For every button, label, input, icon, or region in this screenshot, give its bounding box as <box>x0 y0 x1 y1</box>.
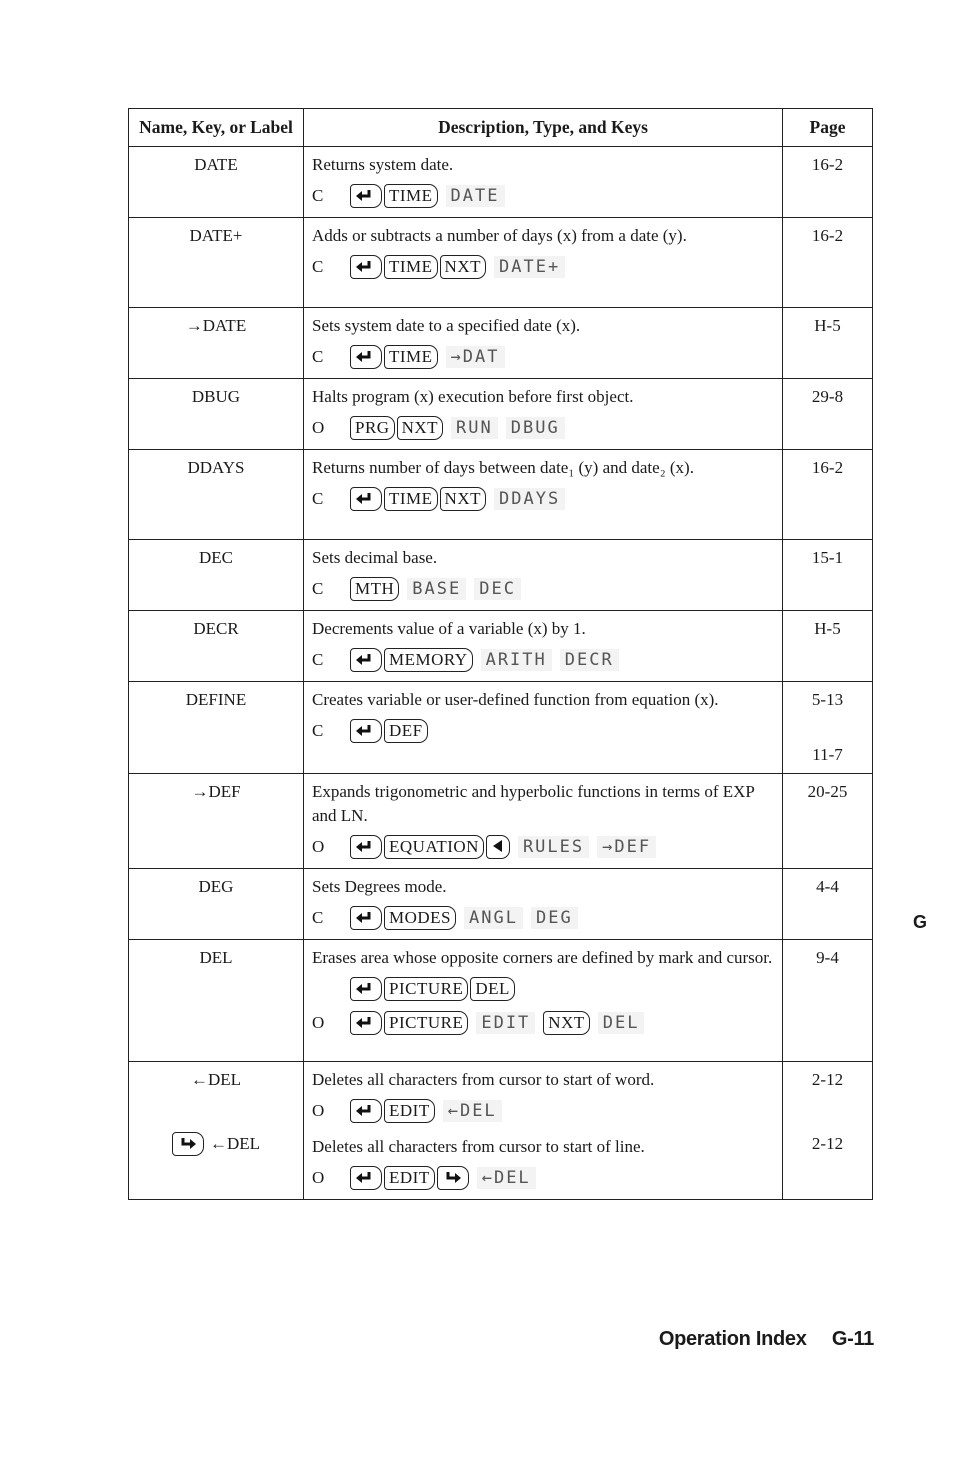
menu-label-rules: RULES <box>518 836 589 858</box>
entry-name: →DEF <box>129 774 304 869</box>
entry-page: 2-12 <box>811 1070 844 1089</box>
entry-name: DEG <box>129 869 304 940</box>
menu-label-date-plus: DATE+ <box>494 256 565 278</box>
entry-description <box>304 540 783 611</box>
mth-key: MTH <box>350 577 399 601</box>
entry-name-shifted <box>137 1132 295 1156</box>
entry-name: DECR <box>129 611 304 682</box>
page-footer <box>659 1328 874 1351</box>
table-row <box>129 308 873 379</box>
right-shift-key-icon <box>172 1132 204 1156</box>
entry-description <box>304 869 783 940</box>
command-type: C <box>312 488 324 508</box>
command-type: C <box>312 346 324 366</box>
left-shift-key-icon <box>350 1166 382 1190</box>
entry-description <box>304 218 783 308</box>
menu-label-base: BASE <box>407 578 466 600</box>
left-shift-key-icon <box>350 719 382 743</box>
description-text: Expands trigonometric and hyperbolic functions in terms of EXP and LN. <box>312 782 755 825</box>
entry-description <box>304 940 783 1062</box>
menu-label-left-del: ←DEL <box>443 1100 502 1122</box>
entry-description <box>304 308 783 379</box>
entry-page: 16-2 <box>783 450 873 540</box>
nxt-key: NXT <box>543 1011 589 1035</box>
entry-page: 15-1 <box>783 540 873 611</box>
description-text: Returns system date. <box>312 155 454 174</box>
entry-page: 29-8 <box>783 379 873 450</box>
menu-label-decr: DECR <box>560 649 619 671</box>
table-row <box>129 682 873 774</box>
command-type: C <box>312 578 324 598</box>
entry-page: 9-4 <box>783 940 873 1062</box>
menu-label-run: RUN <box>451 417 498 439</box>
key-sequence <box>312 251 774 282</box>
description-text: Decrements value of a variable (x) by 1. <box>312 619 586 638</box>
table-row <box>129 940 873 1062</box>
menu-label-to-def: →DEF <box>597 836 656 858</box>
entry-page-group <box>783 1062 873 1200</box>
key-sequence <box>312 483 774 514</box>
entry-description <box>304 611 783 682</box>
key-sequence <box>312 573 774 604</box>
description-text: Sets decimal base. <box>312 548 438 567</box>
entry-page: 4-4 <box>783 869 873 940</box>
menu-label-del: DEL <box>598 1012 645 1034</box>
menu-label-dec: DEC <box>474 578 521 600</box>
entry-name: DEL <box>129 940 304 1062</box>
entry-name: DEC <box>129 540 304 611</box>
time-key: TIME <box>384 487 438 511</box>
footer-page-number: G-11 <box>831 1328 874 1350</box>
footer-title: Operation Index <box>658 1328 807 1350</box>
menu-label-left-del: ←DEL <box>477 1167 536 1189</box>
time-key: TIME <box>384 255 438 279</box>
command-type: C <box>312 185 324 205</box>
left-shift-key-icon <box>350 184 382 208</box>
def-key: DEF <box>384 719 428 743</box>
entry-name: DATE+ <box>129 218 304 308</box>
table-row <box>129 1062 873 1200</box>
operation-index-table <box>128 108 873 1200</box>
entry-name: DEFINE <box>129 682 304 774</box>
header-name: Name, Key, or Label <box>129 109 304 147</box>
entry-page: H-5 <box>783 308 873 379</box>
menu-label-ddays: DDAYS <box>494 488 565 510</box>
key-sequence <box>312 1162 774 1193</box>
equation-key: EQUATION <box>384 835 484 859</box>
entry-name: DATE <box>129 147 304 218</box>
description-text: Creates variable or user-defined function from equation (x). <box>312 690 719 709</box>
entry-description <box>304 682 783 774</box>
nxt-key: NXT <box>397 416 443 440</box>
entry-description <box>304 147 783 218</box>
key-sequence <box>312 341 774 372</box>
command-type: O <box>312 1167 325 1187</box>
command-type: C <box>312 256 324 276</box>
menu-label-angl: ANGL <box>464 907 523 929</box>
command-type: C <box>312 720 324 740</box>
right-shift-key-icon <box>437 1166 469 1190</box>
del-key: DEL <box>470 977 515 1001</box>
description-text: Sets system date to a specified date (x). <box>312 316 581 335</box>
description-text: Adds or subtracts a number of days (x) from a date (y). <box>312 226 687 245</box>
description-text: Deletes all characters from cursor to start of line. <box>312 1137 645 1156</box>
command-type: O <box>312 836 325 856</box>
table-row <box>129 611 873 682</box>
description-text: Deletes all characters from cursor to start of word. <box>312 1070 655 1089</box>
table-row <box>129 450 873 540</box>
entry-name: →DATE <box>129 308 304 379</box>
entry-page: H-5 <box>783 611 873 682</box>
entry-page: 16-2 <box>783 218 873 308</box>
menu-label-edit: EDIT <box>476 1012 535 1034</box>
menu-label-arith: ARITH <box>481 649 552 671</box>
entry-name: DBUG <box>129 379 304 450</box>
entry-description <box>304 774 783 869</box>
table-header-row <box>129 109 873 147</box>
key-sequence <box>312 902 774 933</box>
entry-page: 16-2 <box>783 147 873 218</box>
entry-page: 2-12 <box>811 1134 844 1153</box>
picture-key: PICTURE <box>384 1011 468 1035</box>
prg-key: PRG <box>350 416 395 440</box>
left-shift-key-icon <box>350 835 382 859</box>
time-key: TIME <box>384 184 438 208</box>
description-text: Returns number of days between date₁ (y) and date₂ (x). <box>312 458 694 477</box>
key-sequence <box>312 1007 774 1038</box>
table-row <box>129 540 873 611</box>
left-shift-key-icon <box>350 487 382 511</box>
entry-name: ←DEL <box>209 1134 261 1153</box>
time-key: TIME <box>384 345 438 369</box>
entry-page: 20-25 <box>783 774 873 869</box>
description-text: Sets Degrees mode. <box>312 877 447 896</box>
header-description: Description, Type, and Keys <box>304 109 783 147</box>
key-sequence <box>312 1095 774 1126</box>
entry-description <box>304 450 783 540</box>
entry-description <box>304 1062 783 1200</box>
nxt-key: NXT <box>440 487 486 511</box>
modes-key: MODES <box>384 906 456 930</box>
key-sequence <box>312 180 774 211</box>
entry-name-group <box>129 1062 304 1200</box>
table-row <box>129 218 873 308</box>
key-sequence <box>312 973 774 1004</box>
left-shift-key-icon <box>350 345 382 369</box>
edit-key: EDIT <box>384 1166 435 1190</box>
menu-label-date: DATE <box>446 185 505 207</box>
page-ref: 5-13 <box>811 690 844 709</box>
entry-page <box>783 682 873 774</box>
left-shift-key-icon <box>350 1099 382 1123</box>
description-text: Erases area whose opposite corners are defined by mark and cursor. <box>312 948 773 967</box>
left-shift-key-icon <box>350 1011 382 1035</box>
left-shift-key-icon <box>350 906 382 930</box>
edit-key: EDIT <box>384 1099 435 1123</box>
command-type: O <box>312 1012 325 1032</box>
page-ref: 11-7 <box>812 745 843 764</box>
entry-name: ←DEL <box>190 1070 242 1089</box>
picture-key: PICTURE <box>384 977 468 1001</box>
command-type: O <box>312 417 325 437</box>
section-tab-label: G <box>913 912 928 932</box>
header-page: Page <box>783 109 873 147</box>
key-sequence <box>312 831 774 862</box>
table-row <box>129 147 873 218</box>
key-sequence <box>312 644 774 675</box>
left-shift-key-icon <box>350 648 382 672</box>
table-row <box>129 379 873 450</box>
nxt-key: NXT <box>440 255 486 279</box>
memory-key: MEMORY <box>384 648 473 672</box>
command-type: C <box>312 907 324 927</box>
table-row <box>129 774 873 869</box>
command-type: C <box>312 649 324 669</box>
description-text: Halts program (x) execution before first object. <box>312 387 634 406</box>
left-arrow-key-icon <box>486 835 510 859</box>
menu-label-deg: DEG <box>531 907 578 929</box>
menu-label-dbug: DBUG <box>506 417 565 439</box>
key-sequence <box>312 715 774 746</box>
menu-label-to-dat: →DAT <box>446 346 505 368</box>
entry-description <box>304 379 783 450</box>
left-shift-key-icon <box>350 977 382 1001</box>
left-shift-key-icon <box>350 255 382 279</box>
key-sequence <box>312 412 774 443</box>
table-row <box>129 869 873 940</box>
entry-name: DDAYS <box>129 450 304 540</box>
command-type: O <box>312 1100 325 1120</box>
